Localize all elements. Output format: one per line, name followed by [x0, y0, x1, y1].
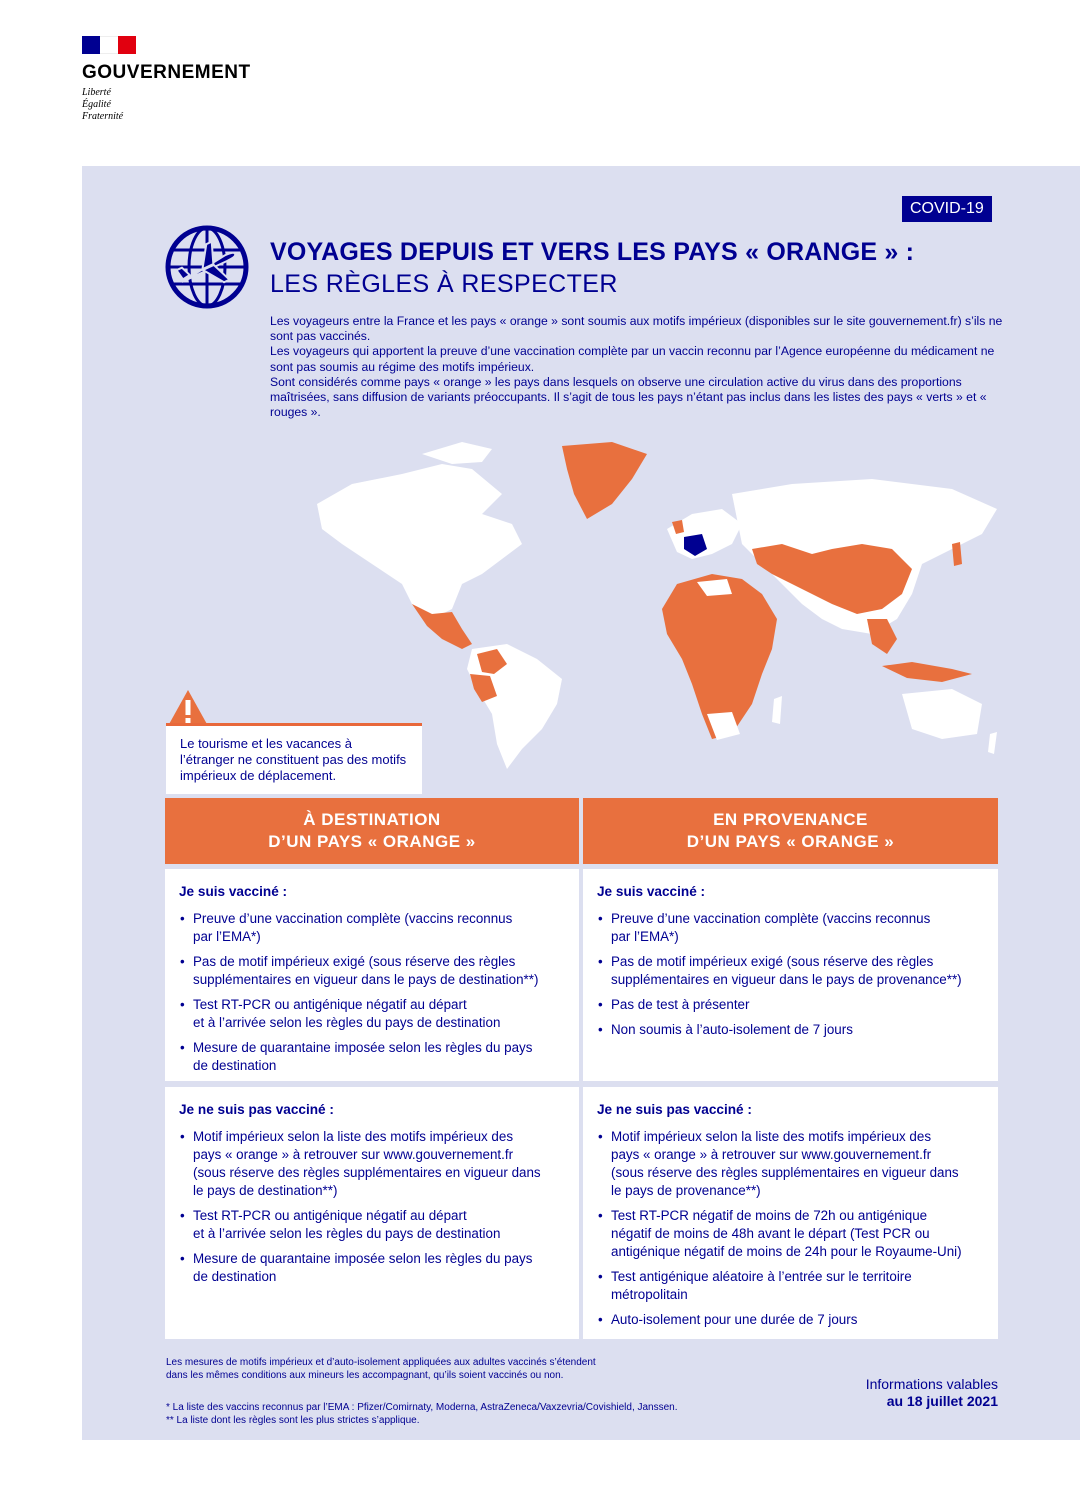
- map-greenland: [562, 442, 647, 519]
- list-item: • Test antigénique aléatoire à l’entrée sur le territoire métropolitain: [597, 1268, 984, 1304]
- card-subhead: Je ne suis pas vacciné :: [597, 1102, 752, 1117]
- map-north-america: [317, 464, 522, 619]
- motto-line: Liberté: [82, 87, 111, 98]
- motto-line: Égalité: [82, 99, 111, 110]
- list-item: • Test RT-PCR ou antigénique négatif au départ et à l’arrivée selon les règles du pays de destination: [179, 1207, 565, 1243]
- warning-icon: [166, 688, 210, 728]
- validity-date: au 18 juillet 2021: [886, 1393, 998, 1409]
- rule-list: [179, 910, 565, 1075]
- list-item: • Pas de motif impérieux exigé (sous réserve des règles supplémentaires en vigueur dans le pays de provenance**): [597, 953, 984, 989]
- list-item: • Test RT-PCR négatif de moins de 72h ou antigénique négatif de moins de 48h avant le départ (Test PCR ou antigénique négatif de moins de 24h pour le Royaume-Uni): [597, 1207, 984, 1261]
- header-destination-label: À DESTINATION D’UN PAYS « ORANGE »: [268, 810, 476, 851]
- map-australia: [902, 689, 982, 739]
- government-logo: [82, 36, 251, 123]
- plane-globe-icon: [164, 224, 250, 310]
- card-provenance-vaccinated: [583, 869, 998, 1081]
- rule-list: [597, 910, 984, 1039]
- list-item: • Pas de test à présenter: [597, 996, 984, 1014]
- list-item: • Preuve d’une vaccination complète (vaccins reconnus par l’EMA*): [597, 910, 984, 946]
- motto-line: Fraternité: [82, 111, 124, 122]
- footnote-ref: * La liste des vaccins reconnus par l’EMA : Pfizer/Comirnaty, Moderna, AstraZeneca/Vaxzevria/Covishield, Janssen.: [166, 1402, 678, 1413]
- list-item: • Auto-isolement pour une durée de 7 jours: [597, 1311, 984, 1329]
- logo-motto: [82, 87, 251, 123]
- card-destination-not-vaccinated: [165, 1087, 579, 1339]
- info-panel: [82, 166, 1080, 1440]
- footnote: Les mesures de motifs impérieux et d’auto-isolement appliquées aux adultes vaccinés s’étendent dans les mêmes conditions aux mineurs les accompagnant, qu’ils soient vaccinés ou non.: [166, 1357, 596, 1381]
- map-europe: [667, 509, 742, 559]
- list-item: • Motif impérieux selon la liste des motifs impérieux des pays « orange » à retrouver sur www.gouvernement.fr (sous réserve des règles supplémentaires en vigueur dans le pays de destination**): [179, 1128, 565, 1200]
- rule-list: [179, 1128, 565, 1286]
- map-southeast-asia: [867, 619, 897, 654]
- intro-text: [270, 314, 1010, 420]
- warning-text: Le tourisme et les vacances à l’étranger ne constituent pas des motifs impérieux de déplacement.: [180, 736, 407, 783]
- page-title: VOYAGES DEPUIS ET VERS LES PAYS « ORANGE » :: [270, 238, 915, 266]
- map-indonesia: [882, 662, 972, 682]
- covid-badge: COVID-19: [902, 196, 992, 222]
- list-item: • Test RT-PCR ou antigénique négatif au départ et à l’arrivée selon les règles du pays de destination: [179, 996, 565, 1032]
- intro-paragraph: Les voyageurs entre la France et les pays « orange » sont soumis aux motifs impérieux (disponibles sur le site gouvernement.fr) s’ils ne sont pas vaccinés.: [270, 314, 1003, 344]
- header-destination: [165, 798, 579, 864]
- french-flag-icon: [82, 36, 136, 54]
- list-item: • Non soumis à l’auto-isolement de 7 jours: [597, 1021, 984, 1039]
- header-provenance-label: EN PROVENANCE D’UN PAYS « ORANGE »: [686, 810, 895, 851]
- logo-title: GOUVERNEMENT: [82, 62, 251, 83]
- header-provenance: [583, 798, 998, 864]
- validity: [866, 1376, 998, 1410]
- validity-label: Informations valables: [865, 1376, 998, 1392]
- map-central-asia: [752, 544, 912, 614]
- card-provenance-not-vaccinated: [583, 1087, 998, 1339]
- card-subhead: Je suis vacciné :: [179, 884, 288, 899]
- rule-list: [597, 1128, 984, 1329]
- list-item: • Mesure de quarantaine imposée selon les règles du pays de destination: [179, 1250, 565, 1286]
- card-subhead: Je ne suis pas vacciné :: [179, 1102, 334, 1117]
- map-new-zealand: [988, 732, 997, 754]
- page-subtitle: LES RÈGLES À RESPECTER: [270, 270, 618, 298]
- card-destination-vaccinated: [165, 869, 579, 1081]
- map-madagascar: [772, 696, 782, 724]
- warning-box: [166, 723, 422, 794]
- map-japan: [952, 542, 962, 566]
- list-item: • Mesure de quarantaine imposée selon les règles du pays de destination: [179, 1039, 565, 1075]
- footnote-ref: ** La liste dont les règles sont les plus strictes s’applique.: [166, 1415, 420, 1426]
- intro-paragraph: Les voyageurs qui apportent la preuve d’une vaccination complète par un vaccin reconnu par l’Agence européenne du médicament ne sont pas soumis au régime des motifs impérieux.: [270, 344, 995, 374]
- map-canada-islands: [422, 442, 492, 464]
- footnote-refs: [166, 1401, 678, 1427]
- card-subhead: Je suis vacciné :: [597, 884, 706, 899]
- list-item: • Pas de motif impérieux exigé (sous réserve des règles supplémentaires en vigueur dans le pays de destination**): [179, 953, 565, 989]
- list-item: • Motif impérieux selon la liste des motifs impérieux des pays « orange » à retrouver sur www.gouvernement.fr (sous réserve des règles supplémentaires en vigueur dans le pays de provenance**): [597, 1128, 984, 1200]
- intro-paragraph: Sont considérés comme pays « orange » les pays dans lesquels on observe une circulation active du virus dans des proportions maîtrisées, sans diffusion de variants préoccupants. Il s’agit de tous les pays n’étant pas inclus dans les listes des pays « verts » et « rouges ».: [270, 374, 987, 420]
- list-item: • Preuve d’une vaccination complète (vaccins reconnus par l’EMA*): [179, 910, 565, 946]
